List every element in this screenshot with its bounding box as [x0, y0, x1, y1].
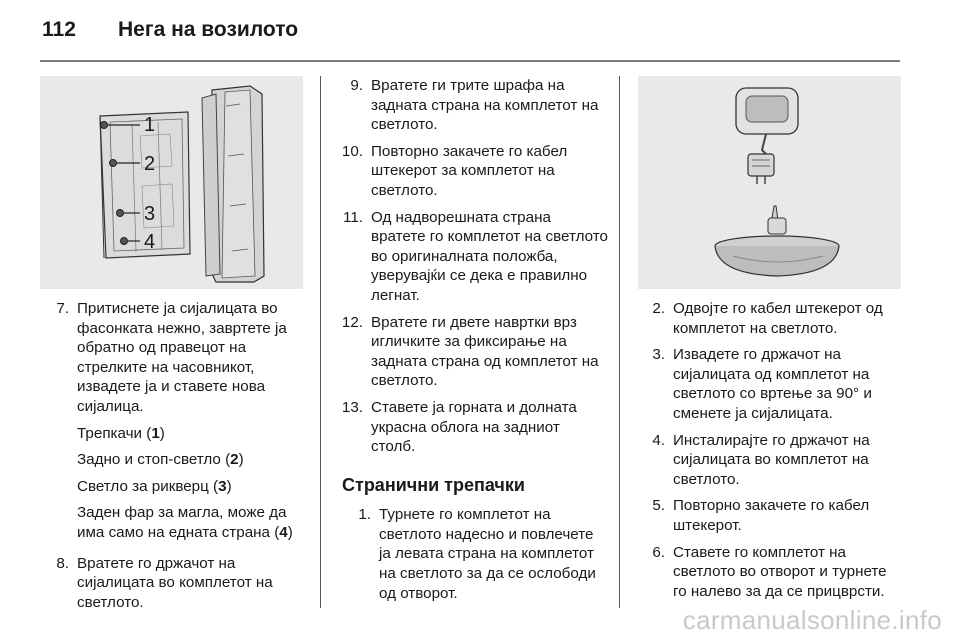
step-7	[42, 299, 308, 417]
step-9	[336, 76, 608, 135]
step-number: 12.	[341, 313, 363, 331]
step-number: 3.	[652, 346, 665, 364]
step-number: 8.	[56, 554, 69, 572]
column-divider-2	[619, 76, 620, 608]
step-number: 9.	[350, 77, 363, 94]
section-heading: Странични трепачки	[342, 474, 525, 495]
step-11	[336, 208, 608, 306]
column-divider-1	[320, 76, 321, 608]
step-text: Извадете го држачот на сијалицата од комплетот на светлото со вртење за 90° и сменете ја сијалицата.	[673, 346, 872, 422]
step-text: Од надворешната страна вратете го комплетот на светлото во оригиналната положба, уверувајќи се дека е правилно легнат.	[371, 208, 608, 304]
column-3	[638, 299, 904, 608]
side-step-3	[638, 345, 904, 423]
step-number: 2.	[652, 300, 665, 317]
step-number: 7.	[56, 300, 69, 317]
step-10	[336, 142, 608, 201]
step-number: 1.	[358, 506, 371, 524]
step-text: Турнете го комплетот на светлото надесно и повлечете ја левата страна на комплетот на светлото за да се ослободи од отворот.	[379, 506, 596, 602]
step-text: Ставете го комплетот на светлото во отворот и турнете го налево за да се прицврсти.	[673, 543, 887, 600]
bulb-holder-illustration	[40, 76, 303, 289]
bulb-ref-2: Задно и стоп-светло (2)	[77, 451, 244, 469]
step-number: 4.	[652, 431, 665, 449]
bulb-ref-4: Заден фар за магла, може да има само на едната страна (4)	[77, 504, 293, 541]
side-step-4	[638, 431, 904, 490]
side-step-1	[336, 505, 608, 603]
step-number: 5.	[652, 497, 665, 515]
step-text: Одвојте го кабел штекерот од комплетот на светлото.	[673, 300, 883, 337]
side-indicator-drawing	[638, 76, 901, 289]
side-step-6	[638, 543, 904, 602]
step-text: Притиснете ја сијалицата во фасонката нежно, завртете ја обратно од правецот на стрелките на часовникот, извадете ја и ставете нова сијалица.	[77, 300, 287, 415]
callout-3: 3	[144, 203, 156, 225]
step-number: 13.	[341, 398, 363, 416]
step-number: 6.	[652, 543, 665, 561]
step-text: Ставете ја горната и долната украсна облога на задниот столб.	[371, 398, 577, 456]
step-8	[42, 554, 308, 613]
side-indicator-illustration	[638, 76, 901, 289]
step-text: Вратете ги двете навртки врз игличките за фиксирање на задната страна од комплетот на светлото.	[371, 313, 599, 390]
bulb-ref-3: Светло за рикверц (3)	[77, 477, 232, 495]
side-step-2	[638, 299, 904, 338]
step-text: Вратете ги трите шрафа на задната страна на комплетот на светлото.	[371, 77, 599, 134]
bulb-ref-1: Трепкачи (1)	[77, 424, 165, 442]
step-text: Вратете го држачот на сијалицата во комплетот на светлото.	[77, 554, 273, 611]
column-1	[42, 299, 308, 619]
step-13	[336, 398, 608, 457]
callout-leaders	[40, 76, 303, 289]
step-text: Инсталирајте го држачот на сијалицата во комплетот на светлото.	[673, 431, 870, 488]
step-number: 10.	[341, 142, 363, 160]
step-text: Повторно закачете го кабел штекерот за комплетот на светлото.	[371, 142, 568, 199]
step-12	[336, 313, 608, 391]
callout-2: 2	[144, 153, 156, 175]
callout-4: 4	[144, 231, 156, 253]
side-step-5	[638, 496, 904, 535]
step-number: 11.	[343, 208, 363, 226]
header-divider	[40, 60, 900, 62]
page-title: Нега на возилото	[118, 18, 299, 41]
watermark: carmanualsonline.info	[682, 605, 942, 635]
page-number: 112	[42, 18, 76, 41]
column-2	[336, 76, 608, 610]
callout-1: 1	[144, 114, 156, 136]
step-text: Повторно закачете го кабел штекерот.	[673, 497, 870, 534]
